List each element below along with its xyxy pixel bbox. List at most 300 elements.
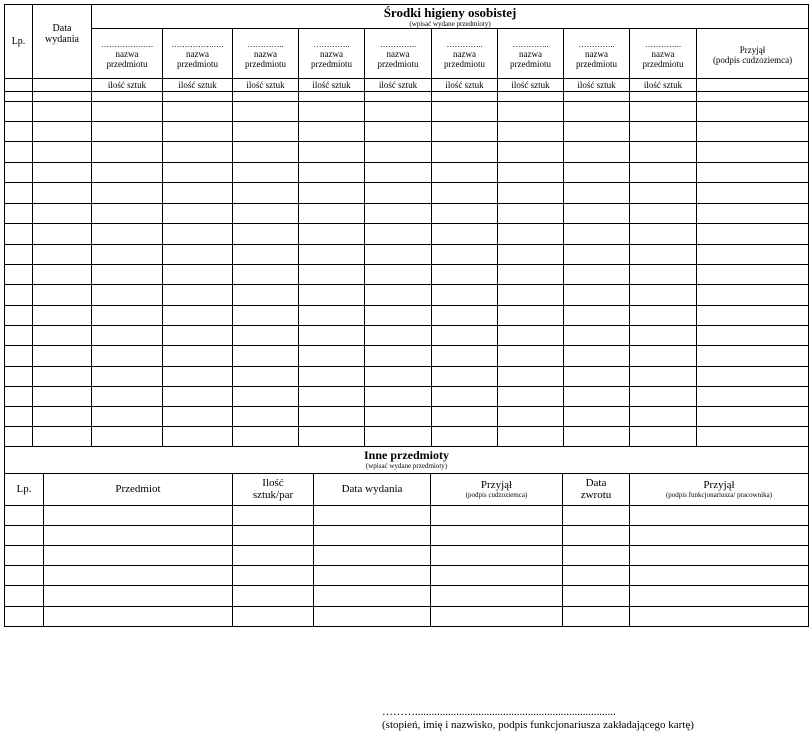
input-cell[interactable]	[299, 306, 365, 326]
input-cell[interactable]	[365, 407, 432, 427]
input-cell[interactable]	[92, 224, 163, 245]
item-name-header-line1: nazwa	[453, 49, 476, 59]
input-cell[interactable]	[33, 224, 92, 245]
input-cell[interactable]	[5, 142, 33, 163]
input-cell[interactable]	[33, 142, 92, 163]
input-cell[interactable]	[92, 306, 163, 326]
input-cell[interactable]	[233, 122, 299, 142]
input-cell[interactable]	[630, 245, 697, 265]
input-cell[interactable]	[431, 585, 563, 606]
input-cell[interactable]	[697, 122, 809, 142]
input-cell[interactable]	[33, 407, 92, 427]
input-cell[interactable]	[630, 285, 697, 306]
input-cell[interactable]	[432, 142, 498, 163]
input-cell[interactable]	[365, 306, 432, 326]
input-cell[interactable]	[564, 306, 630, 326]
input-cell[interactable]	[92, 142, 163, 163]
input-cell[interactable]	[365, 224, 432, 245]
input-cell[interactable]	[299, 245, 365, 265]
input-cell[interactable]	[299, 346, 365, 367]
input-cell[interactable]	[33, 204, 92, 224]
input-cell[interactable]	[92, 204, 163, 224]
input-cell[interactable]	[5, 407, 33, 427]
input-cell[interactable]	[365, 427, 432, 447]
input-cell[interactable]	[365, 163, 432, 183]
input-cell[interactable]	[5, 224, 33, 245]
input-cell[interactable]	[432, 224, 498, 245]
input-cell[interactable]	[163, 92, 233, 102]
input-cell[interactable]	[233, 204, 299, 224]
input-cell[interactable]	[498, 224, 564, 245]
hygiene-title-cell	[92, 5, 809, 29]
input-cell[interactable]	[498, 265, 564, 285]
input-cell[interactable]	[498, 122, 564, 142]
input-cell[interactable]	[33, 285, 92, 306]
input-cell[interactable]	[33, 183, 92, 204]
input-cell[interactable]	[44, 505, 233, 525]
input-cell[interactable]	[233, 545, 314, 565]
input-cell[interactable]	[163, 122, 233, 142]
input-cell[interactable]	[33, 92, 92, 102]
input-cell[interactable]	[431, 545, 563, 565]
input-cell[interactable]	[630, 505, 809, 525]
input-cell[interactable]	[432, 122, 498, 142]
input-cell[interactable]	[564, 183, 630, 204]
input-cell[interactable]	[299, 163, 365, 183]
input-cell[interactable]	[233, 224, 299, 245]
item-name-header-dots: …………..	[512, 40, 549, 49]
input-cell[interactable]	[432, 367, 498, 387]
input-cell[interactable]	[564, 407, 630, 427]
input-cell[interactable]	[498, 285, 564, 306]
input-cell[interactable]	[5, 346, 33, 367]
input-cell[interactable]	[33, 427, 92, 447]
input-cell[interactable]	[314, 606, 431, 626]
input-cell[interactable]	[563, 505, 630, 525]
input-cell[interactable]	[299, 102, 365, 122]
signature-block	[382, 706, 782, 731]
input-cell[interactable]	[5, 204, 33, 224]
input-cell[interactable]	[498, 183, 564, 204]
input-cell[interactable]	[92, 92, 163, 102]
input-cell[interactable]	[92, 163, 163, 183]
input-cell[interactable]	[233, 387, 299, 407]
input-cell[interactable]	[299, 265, 365, 285]
input-cell[interactable]	[365, 204, 432, 224]
input-cell[interactable]	[564, 142, 630, 163]
input-cell[interactable]	[299, 92, 365, 102]
input-cell[interactable]	[498, 142, 564, 163]
input-cell[interactable]	[92, 407, 163, 427]
input-cell[interactable]	[431, 606, 563, 626]
item-name-header-line1: nazwa	[186, 49, 209, 59]
input-cell[interactable]	[299, 183, 365, 204]
input-cell[interactable]	[44, 565, 233, 585]
item-name-header	[630, 29, 697, 79]
input-cell[interactable]	[630, 606, 809, 626]
item-name-header-line1: nazwa	[254, 49, 277, 59]
input-cell[interactable]	[630, 92, 697, 102]
input-cell[interactable]	[33, 326, 92, 346]
input-cell[interactable]	[564, 387, 630, 407]
input-cell[interactable]	[563, 545, 630, 565]
input-cell[interactable]	[431, 505, 563, 525]
item-name-header	[498, 29, 564, 79]
input-cell[interactable]	[5, 545, 44, 565]
input-cell[interactable]	[432, 326, 498, 346]
input-cell[interactable]	[299, 326, 365, 346]
input-cell[interactable]	[163, 407, 233, 427]
input-cell[interactable]	[5, 122, 33, 142]
input-cell[interactable]	[365, 245, 432, 265]
input-cell[interactable]	[163, 326, 233, 346]
qty-header	[233, 473, 314, 505]
input-cell[interactable]	[630, 163, 697, 183]
input-cell[interactable]	[697, 163, 809, 183]
input-cell[interactable]	[498, 163, 564, 183]
input-cell[interactable]	[630, 407, 697, 427]
received-officer-header	[630, 473, 809, 505]
issue-date-header-line2: wydania	[45, 34, 79, 45]
input-cell[interactable]	[5, 606, 44, 626]
input-cell[interactable]	[630, 102, 697, 122]
input-cell[interactable]	[564, 427, 630, 447]
input-cell[interactable]	[5, 505, 44, 525]
input-cell[interactable]	[299, 367, 365, 387]
input-cell[interactable]	[233, 92, 299, 102]
input-cell[interactable]	[431, 525, 563, 545]
input-cell[interactable]	[564, 204, 630, 224]
input-cell[interactable]	[233, 505, 314, 525]
input-cell[interactable]	[630, 387, 697, 407]
qty-header-line2: sztuk/par	[252, 489, 294, 501]
input-cell[interactable]	[5, 183, 33, 204]
input-cell[interactable]	[5, 245, 33, 265]
input-cell[interactable]	[432, 387, 498, 407]
input-cell[interactable]	[697, 346, 809, 367]
input-cell[interactable]	[5, 387, 33, 407]
table-row	[5, 525, 809, 545]
input-cell[interactable]	[233, 367, 299, 387]
received-foreigner-note: (podpis cudzoziemca)	[465, 491, 528, 499]
input-cell[interactable]	[33, 265, 92, 285]
input-cell[interactable]	[163, 427, 233, 447]
input-cell[interactable]	[498, 102, 564, 122]
item-name-header	[432, 29, 498, 79]
input-cell[interactable]	[697, 142, 809, 163]
input-cell[interactable]	[630, 525, 809, 545]
input-cell[interactable]	[365, 285, 432, 306]
input-cell[interactable]	[44, 525, 233, 545]
input-cell[interactable]	[314, 545, 431, 565]
issue-date-header-line1: Data	[52, 23, 72, 34]
input-cell[interactable]	[365, 265, 432, 285]
input-cell[interactable]	[432, 183, 498, 204]
input-cell[interactable]	[697, 306, 809, 326]
other-lp-header: Lp.	[5, 473, 44, 505]
input-cell[interactable]	[564, 122, 630, 142]
input-cell[interactable]	[432, 306, 498, 326]
input-cell[interactable]	[432, 285, 498, 306]
item-name-header-line1: nazwa	[115, 49, 139, 59]
item-name-header-line2: przedmiotu	[245, 59, 286, 69]
input-cell[interactable]	[33, 102, 92, 122]
item-name-header-dots: …………..	[446, 40, 483, 49]
input-cell[interactable]	[563, 565, 630, 585]
input-cell[interactable]	[233, 427, 299, 447]
input-cell[interactable]	[697, 285, 809, 306]
input-cell[interactable]	[697, 427, 809, 447]
input-cell[interactable]	[5, 285, 33, 306]
input-cell[interactable]	[44, 606, 233, 626]
input-cell[interactable]	[163, 204, 233, 224]
input-cell[interactable]	[630, 346, 697, 367]
input-cell[interactable]	[630, 265, 697, 285]
input-cell[interactable]	[233, 163, 299, 183]
input-cell[interactable]	[233, 585, 314, 606]
input-cell[interactable]	[365, 122, 432, 142]
input-cell[interactable]	[92, 102, 163, 122]
input-cell[interactable]	[163, 224, 233, 245]
input-cell[interactable]	[233, 326, 299, 346]
input-cell[interactable]	[564, 265, 630, 285]
input-cell[interactable]	[564, 346, 630, 367]
input-cell[interactable]	[365, 326, 432, 346]
input-cell[interactable]	[630, 306, 697, 326]
input-cell[interactable]	[163, 163, 233, 183]
input-cell[interactable]	[432, 163, 498, 183]
input-cell[interactable]	[33, 245, 92, 265]
input-cell[interactable]	[299, 285, 365, 306]
input-cell[interactable]	[432, 204, 498, 224]
input-cell[interactable]	[299, 204, 365, 224]
input-cell[interactable]	[163, 306, 233, 326]
input-cell[interactable]	[163, 102, 233, 122]
table-row	[5, 326, 809, 346]
cell	[5, 79, 33, 92]
input-cell[interactable]	[563, 606, 630, 626]
input-cell[interactable]	[233, 306, 299, 326]
input-cell[interactable]	[5, 102, 33, 122]
input-cell[interactable]	[432, 92, 498, 102]
input-cell[interactable]	[33, 387, 92, 407]
input-cell[interactable]	[498, 387, 564, 407]
input-cell[interactable]	[314, 525, 431, 545]
input-cell[interactable]	[498, 346, 564, 367]
item-name-header-dots: …………..	[313, 40, 350, 49]
input-cell[interactable]	[92, 367, 163, 387]
input-cell[interactable]	[299, 427, 365, 447]
input-cell[interactable]	[163, 265, 233, 285]
input-cell[interactable]	[44, 545, 233, 565]
input-cell[interactable]	[163, 285, 233, 306]
input-cell[interactable]	[697, 245, 809, 265]
input-cell[interactable]	[432, 427, 498, 447]
input-cell[interactable]	[299, 407, 365, 427]
input-cell[interactable]	[5, 92, 33, 102]
input-cell[interactable]	[92, 245, 163, 265]
input-cell[interactable]	[92, 326, 163, 346]
table-row	[5, 183, 809, 204]
input-cell[interactable]	[233, 565, 314, 585]
input-cell[interactable]	[564, 92, 630, 102]
input-cell[interactable]	[498, 204, 564, 224]
input-cell[interactable]	[92, 346, 163, 367]
input-cell[interactable]	[233, 142, 299, 163]
input-cell[interactable]	[697, 183, 809, 204]
input-cell[interactable]	[498, 427, 564, 447]
input-cell[interactable]	[33, 346, 92, 367]
input-cell[interactable]	[630, 142, 697, 163]
input-cell[interactable]	[299, 224, 365, 245]
input-cell[interactable]	[564, 367, 630, 387]
table-row	[5, 285, 809, 306]
input-cell[interactable]	[432, 245, 498, 265]
input-cell[interactable]	[697, 326, 809, 346]
input-cell[interactable]	[163, 142, 233, 163]
qty-label: ilość sztuk	[564, 79, 630, 92]
input-cell[interactable]	[630, 183, 697, 204]
signature-line: ……….........................................................................	[382, 706, 616, 718]
input-cell[interactable]	[564, 245, 630, 265]
input-cell[interactable]	[233, 285, 299, 306]
received-foreigner-header	[431, 473, 563, 505]
input-cell[interactable]	[33, 163, 92, 183]
input-cell[interactable]	[5, 265, 33, 285]
item-name-header-line2: przedmiotu	[642, 59, 684, 69]
input-cell[interactable]	[697, 387, 809, 407]
input-cell[interactable]	[630, 545, 809, 565]
input-cell[interactable]	[431, 565, 563, 585]
input-cell[interactable]	[314, 505, 431, 525]
input-cell[interactable]	[564, 102, 630, 122]
cell	[697, 79, 809, 92]
input-cell[interactable]	[5, 163, 33, 183]
input-cell[interactable]	[630, 224, 697, 245]
item-name-header-line2: przedmiotu	[576, 59, 617, 69]
input-cell[interactable]	[365, 92, 432, 102]
input-cell[interactable]	[299, 387, 365, 407]
input-cell[interactable]	[432, 102, 498, 122]
input-cell[interactable]	[233, 183, 299, 204]
input-cell[interactable]	[5, 367, 33, 387]
table-row	[5, 606, 809, 626]
input-cell[interactable]	[5, 306, 33, 326]
input-cell[interactable]	[233, 525, 314, 545]
input-cell[interactable]	[5, 565, 44, 585]
input-cell[interactable]	[697, 204, 809, 224]
input-cell[interactable]	[5, 525, 44, 545]
input-cell[interactable]	[630, 122, 697, 142]
input-cell[interactable]	[365, 142, 432, 163]
input-cell[interactable]	[498, 245, 564, 265]
input-cell[interactable]	[233, 606, 314, 626]
input-cell[interactable]	[564, 224, 630, 245]
input-cell[interactable]	[563, 525, 630, 545]
input-cell[interactable]	[33, 306, 92, 326]
input-cell[interactable]	[33, 122, 92, 142]
input-cell[interactable]	[498, 407, 564, 427]
qty-label: ilość sztuk	[299, 79, 365, 92]
qty-label: ilość sztuk	[630, 79, 697, 92]
input-cell[interactable]	[163, 346, 233, 367]
input-cell[interactable]	[697, 92, 809, 102]
input-cell[interactable]	[564, 285, 630, 306]
input-cell[interactable]	[563, 585, 630, 606]
input-cell[interactable]	[233, 407, 299, 427]
input-cell[interactable]	[432, 346, 498, 367]
input-cell[interactable]	[233, 265, 299, 285]
input-cell[interactable]	[314, 565, 431, 585]
input-cell[interactable]	[365, 102, 432, 122]
input-cell[interactable]	[697, 102, 809, 122]
input-cell[interactable]	[630, 367, 697, 387]
input-cell[interactable]	[5, 326, 33, 346]
input-cell[interactable]	[92, 265, 163, 285]
input-cell[interactable]	[564, 326, 630, 346]
qty-label: ilość sztuk	[233, 79, 299, 92]
input-cell[interactable]	[498, 306, 564, 326]
input-cell[interactable]	[630, 427, 697, 447]
input-cell[interactable]	[697, 407, 809, 427]
input-cell[interactable]	[630, 204, 697, 224]
other-note: (wpisać wydane przedmioty)	[365, 462, 448, 471]
input-cell[interactable]	[163, 183, 233, 204]
input-cell[interactable]	[233, 245, 299, 265]
input-cell[interactable]	[233, 102, 299, 122]
input-cell[interactable]	[92, 183, 163, 204]
input-cell[interactable]	[299, 142, 365, 163]
input-cell[interactable]	[365, 367, 432, 387]
input-cell[interactable]	[432, 265, 498, 285]
qty-label: ilość sztuk	[498, 79, 564, 92]
input-cell[interactable]	[5, 585, 44, 606]
input-cell[interactable]	[365, 387, 432, 407]
input-cell[interactable]	[233, 346, 299, 367]
input-cell[interactable]	[630, 326, 697, 346]
input-cell[interactable]	[92, 122, 163, 142]
input-cell[interactable]	[564, 163, 630, 183]
input-cell[interactable]	[5, 427, 33, 447]
item-name-header	[92, 29, 163, 79]
item-name-header-line2: przedmiotu	[177, 59, 218, 69]
item-name-header-dots: …………..	[247, 40, 284, 49]
input-cell[interactable]	[697, 224, 809, 245]
input-cell[interactable]	[163, 245, 233, 265]
input-cell[interactable]	[92, 285, 163, 306]
table-row	[5, 92, 809, 102]
input-cell[interactable]	[498, 367, 564, 387]
input-cell[interactable]	[365, 346, 432, 367]
input-cell[interactable]	[163, 367, 233, 387]
input-cell[interactable]	[432, 407, 498, 427]
input-cell[interactable]	[498, 92, 564, 102]
input-cell[interactable]	[44, 585, 233, 606]
input-cell[interactable]	[630, 565, 809, 585]
item-name-header	[233, 29, 299, 79]
input-cell[interactable]	[697, 265, 809, 285]
input-cell[interactable]	[92, 387, 163, 407]
input-cell[interactable]	[163, 387, 233, 407]
input-cell[interactable]	[498, 326, 564, 346]
input-cell[interactable]	[630, 585, 809, 606]
input-cell[interactable]	[314, 585, 431, 606]
input-cell[interactable]	[33, 367, 92, 387]
input-cell[interactable]	[365, 183, 432, 204]
input-cell[interactable]	[92, 427, 163, 447]
input-cell[interactable]	[697, 367, 809, 387]
input-cell[interactable]	[299, 122, 365, 142]
